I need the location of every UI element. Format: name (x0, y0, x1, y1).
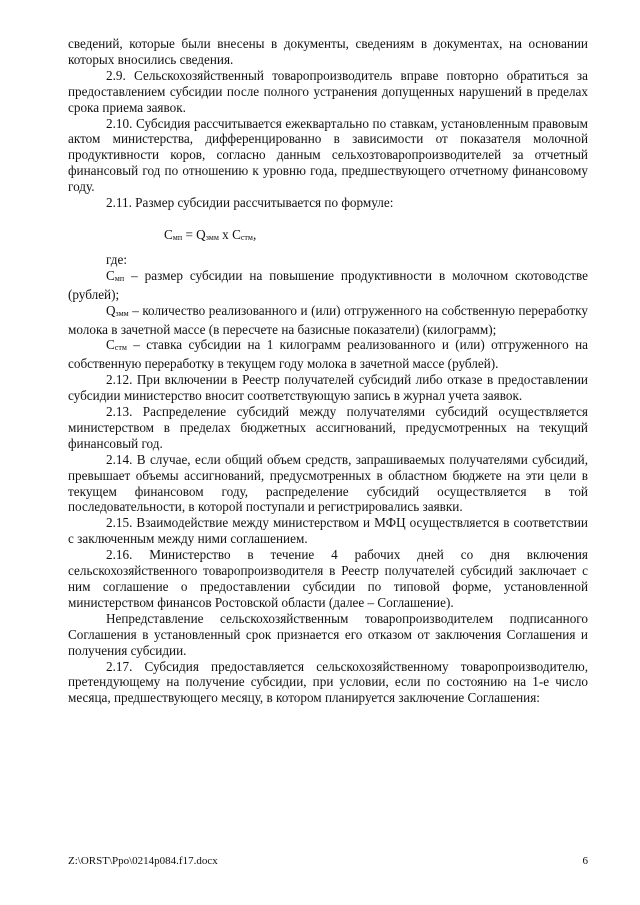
page-footer (68, 854, 588, 870)
paragraph-2-13: 2.13. Распределение субсидий между получателями субсидий осуществляется министерством в пределах бюджетных ассигнований, предусмотренных на текущий финансовый год. (68, 404, 588, 451)
paragraph-2-9: 2.9. Сельскохозяйственный товаропроизводитель вправе повторно обратиться за предоставлением субсидии после полного устранения допущенных нарушений в пределах срока приема заявок. (68, 67, 588, 115)
variable-description: – количество реализованного и (или) отгруженного на собственную переработку молока в зачетной массе (в пересчете на базисные показатели) (килограмм); (68, 302, 588, 337)
paragraph-2-15: 2.15. Взаимодействие между министерством и МФЦ осуществляется в соответствии с заключенным между ними соглашением. (68, 515, 588, 547)
formula (164, 227, 588, 246)
paragraph-2-12: 2.12. При включении в Реестр получателей субсидий либо отказе в предоставлении субсидии министерство вносит соответствующую запись в журнал учета заявок. (68, 372, 588, 404)
variable-q-zmm (68, 303, 588, 338)
variable-subscript: мп (114, 273, 125, 283)
paragraph-2-16: 2.16. Министерство в течение 4 рабочих дней со дня включения сельскохозяйственного товаропроизводителя в Реестр получателей субсидий заключает с ним соглашение о предоставлении субсидии по типовой форме, установленной министерством финансов Ростовской области (далее – Соглашение). (68, 547, 588, 610)
document-body (68, 36, 588, 706)
paragraph-2-11: 2.11. Размер субсидии рассчитывается по формуле: (106, 195, 394, 211)
paragraph-2-16-b: Непредставление сельскохозяйственным товаропроизводителем подписанного Соглашения в установленный срок признается его отказом от заключения Соглашения и получения субсидии. (68, 610, 588, 658)
page-number: 6 (582, 855, 588, 867)
variable-description: – ставка субсидии на 1 килограмм реализованного и (или) отгруженного на собственную переработку в текущем году молока в зачетной массе (рублей). (68, 337, 588, 372)
paragraph-continuation: сведений, которые были внесены в документы, сведениям в документах, на основании которых вносились сведения. (68, 36, 588, 67)
paragraph-2-14: 2.14. В случае, если общий объем средств, запрашиваемых получателями субсидий, превышает объемы ассигнований, предусмотренных в областном бюджете на эти цели в текущем финансовом году, распределение субсидий осуществляется в той последовательности, в которой поступали и регистрировались заявки. (68, 451, 588, 515)
where-label: где: (106, 251, 127, 267)
variable-c-stm (68, 337, 588, 372)
file-path: Z:\ORST\Ppo\0214p084.f17.docx (68, 855, 218, 867)
paragraph-2-17: 2.17. Субсидия предоставляется сельскохозяйственному товаропроизводителю, претендующему на получение субсидии, при условии, если по состоянию на 1-е число месяца, предшествующего месяцу, в котором планируется заключение Соглашения: (68, 658, 588, 706)
variable-symbol: С (106, 337, 115, 353)
variable-symbol: С (106, 267, 115, 283)
formula-q-sub: змм (205, 232, 219, 242)
formula-s-sub: стм (240, 232, 253, 242)
formula-end: , (252, 226, 257, 242)
variable-symbol: Q (106, 302, 116, 318)
variable-subscript: змм (115, 308, 129, 318)
formula-c-sub: мп (172, 232, 183, 242)
variable-subscript: стм (114, 343, 127, 353)
variable-c-mp (68, 268, 588, 303)
paragraph-2-10: 2.10. Субсидия рассчитывается ежеквартально по ставкам, установленным правовым актом министерства, дифференцированно в зависимости от показателя молочной продуктивности коров, согласно данным сельхозтоваропроизводителей за отчетный финансовый год по отношению к уровню года, предшествующего отчетному финансовому году. (68, 115, 588, 195)
formula-x: х С (218, 226, 241, 242)
variable-description: – размер субсидии на повышение продуктивности в молочном скотоводстве (рублей); (68, 267, 588, 302)
formula-eq: = Q (182, 226, 206, 242)
formula-c: С (164, 226, 173, 242)
